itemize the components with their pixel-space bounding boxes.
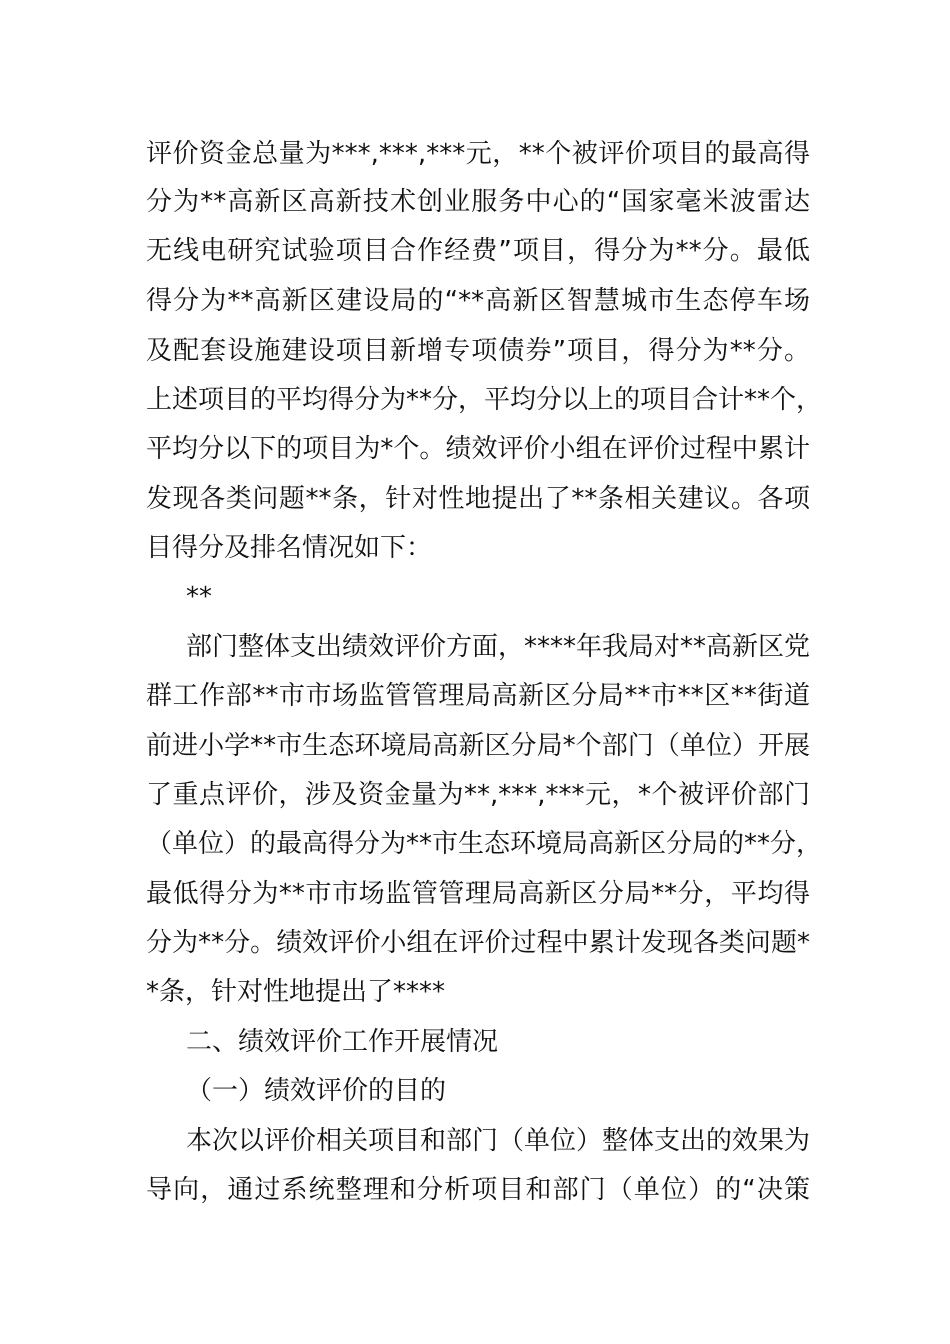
paragraph1-line: 及配套设施建设项目新增专项债券”项目，得分为**分。 bbox=[146, 336, 810, 366]
placeholder-line: ** bbox=[186, 582, 212, 612]
paragraph1-line: 发现各类问题**条，针对性地提出了**条相关建议。各项 bbox=[146, 484, 810, 514]
paragraph1-line: 上述项目的平均得分为**分，平均分以上的项目合计**个， bbox=[146, 385, 823, 415]
paragraph3-line: 导向，通过系统整理和分析项目和部门（单位）的“决策 bbox=[146, 1175, 810, 1205]
section-heading: 二、绩效评价工作开展情况 bbox=[186, 1027, 499, 1057]
paragraph1-line: 评价资金总量为***,***,***元，**个被评价项目的最高得 bbox=[146, 139, 810, 169]
paragraph2-line: 最低得分为**市市场监管管理局高新区分局**分，平均得 bbox=[146, 879, 810, 909]
paragraph2-line: 了重点评价，涉及资金量为**,***,***元，*个被评价部门 bbox=[146, 780, 810, 810]
paragraph2-line: 部门整体支出绩效评价方面，****年我局对**高新区党 bbox=[186, 632, 811, 662]
paragraph2-line: *条，针对性地提出了**** bbox=[146, 977, 446, 1007]
paragraph1-line: 平均分以下的项目为*个。绩效评价小组在评价过程中累计 bbox=[146, 434, 810, 464]
paragraph2-line: 分为**分。绩效评价小组在评价过程中累计发现各类问题* bbox=[146, 928, 810, 958]
paragraph2-line: 前进小学**市生态环境局高新区分局*个部门（单位）开展 bbox=[146, 731, 810, 761]
paragraph1-line: 分为**高新区高新技术创业服务中心的“国家毫米波雷达 bbox=[146, 187, 810, 217]
paragraph2-line: （单位）的最高得分为**市生态环境局高新区分局的**分， bbox=[146, 829, 823, 859]
paragraph3-line: 本次以评价相关项目和部门（单位）整体支出的效果为 bbox=[186, 1126, 811, 1156]
paragraph1-line: 目得分及排名情况如下： bbox=[146, 533, 433, 563]
paragraph1-line: 得分为**高新区建设局的“**高新区智慧城市生态停车场 bbox=[146, 286, 810, 316]
paragraph2-line: 群工作部**市市场监管管理局高新区分局**市**区**街道 bbox=[146, 681, 810, 711]
paragraph1-line: 无线电研究试验项目合作经费”项目，得分为**分。最低 bbox=[146, 236, 810, 266]
subsection-heading: （一）绩效评价的目的 bbox=[186, 1076, 447, 1106]
